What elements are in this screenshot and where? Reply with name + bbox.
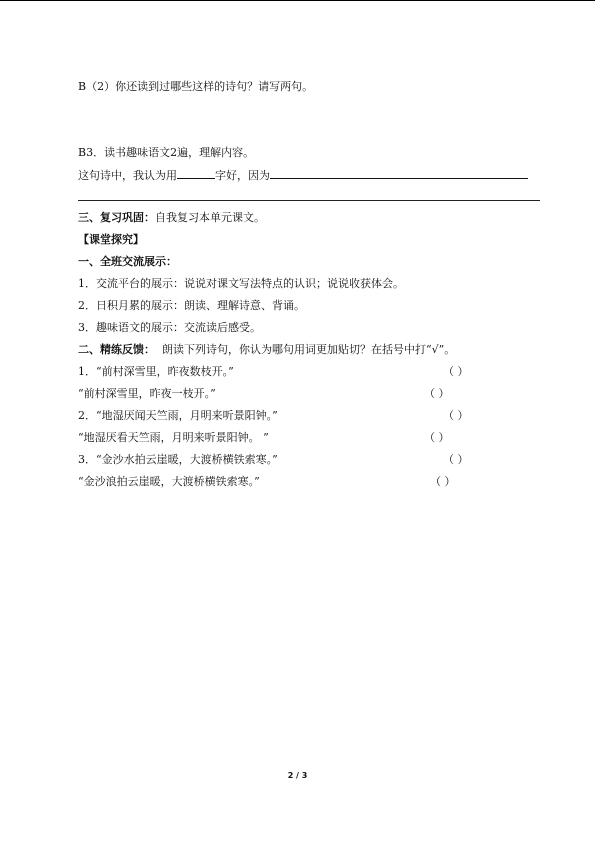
fill-blank-reason[interactable] — [270, 169, 528, 179]
part1-heading: 一、全班交流展示： — [78, 255, 177, 268]
page-number: 2 / 3 — [287, 771, 308, 780]
part1-item: 2．日积月累的展示：朗读、理解诗意、背诵。 — [78, 299, 305, 312]
question-b3: B3．读书趣味语文2遍，理解内容。 — [78, 146, 255, 159]
section3 — [78, 212, 265, 223]
classroom-heading: 【课堂探究】 — [78, 233, 144, 246]
top-border — [0, 0, 595, 1]
part1-item: 1．交流平台的展示：说说对课文写法特点的认识；说说收获体会。 — [78, 277, 404, 290]
answer-line[interactable] — [78, 200, 540, 201]
answer-parenthesis[interactable]: （ ） — [430, 475, 456, 488]
question-b3-fill-line — [78, 169, 528, 181]
fill-blank-word[interactable] — [177, 169, 215, 179]
part2-label: 二、精练反馈： — [78, 343, 155, 356]
answer-parenthesis[interactable]: （ ） — [443, 365, 469, 378]
part2-text: 朗读下列诗句，你认为哪句用词更加贴切？在括号中打“√”。 — [162, 343, 456, 356]
answer-parenthesis[interactable]: （ ） — [443, 409, 469, 422]
answer-parenthesis[interactable]: （ ） — [424, 387, 450, 400]
fill-middle: 字好，因为 — [215, 169, 270, 182]
fill-prefix: 这句诗中，我认为用 — [78, 169, 177, 182]
answer-parenthesis[interactable]: （ ） — [424, 431, 450, 444]
part2-instruction — [78, 344, 455, 355]
poem-line: “金沙浪拍云崖暖，大渡桥横铁索寒。” — [78, 475, 260, 488]
poem-line: “地湿厌看天竺雨，月明来听景阳钟。 ” — [78, 431, 269, 444]
answer-parenthesis[interactable]: （ ） — [443, 453, 469, 466]
poem-line: 3．“金沙水拍云崖暖，大渡桥横铁索寒。” — [78, 453, 278, 466]
poem-line: “前村深雪里，昨夜一枝开。” — [78, 387, 216, 400]
question-b2: B（2）你还读到过哪些这样的诗句？请写两句。 — [78, 80, 314, 93]
poem-line: 2．“地湿厌闻天竺雨，月明来听景阳钟。” — [78, 409, 278, 422]
poem-line: 1．“前村深雪里，昨夜数枝开。” — [78, 365, 234, 378]
part1-item: 3．趣味语文的展示：交流读后感受。 — [78, 321, 261, 334]
section3-text: 自我复习本单元课文。 — [155, 211, 265, 224]
section3-label: 三、复习巩固： — [78, 211, 155, 224]
